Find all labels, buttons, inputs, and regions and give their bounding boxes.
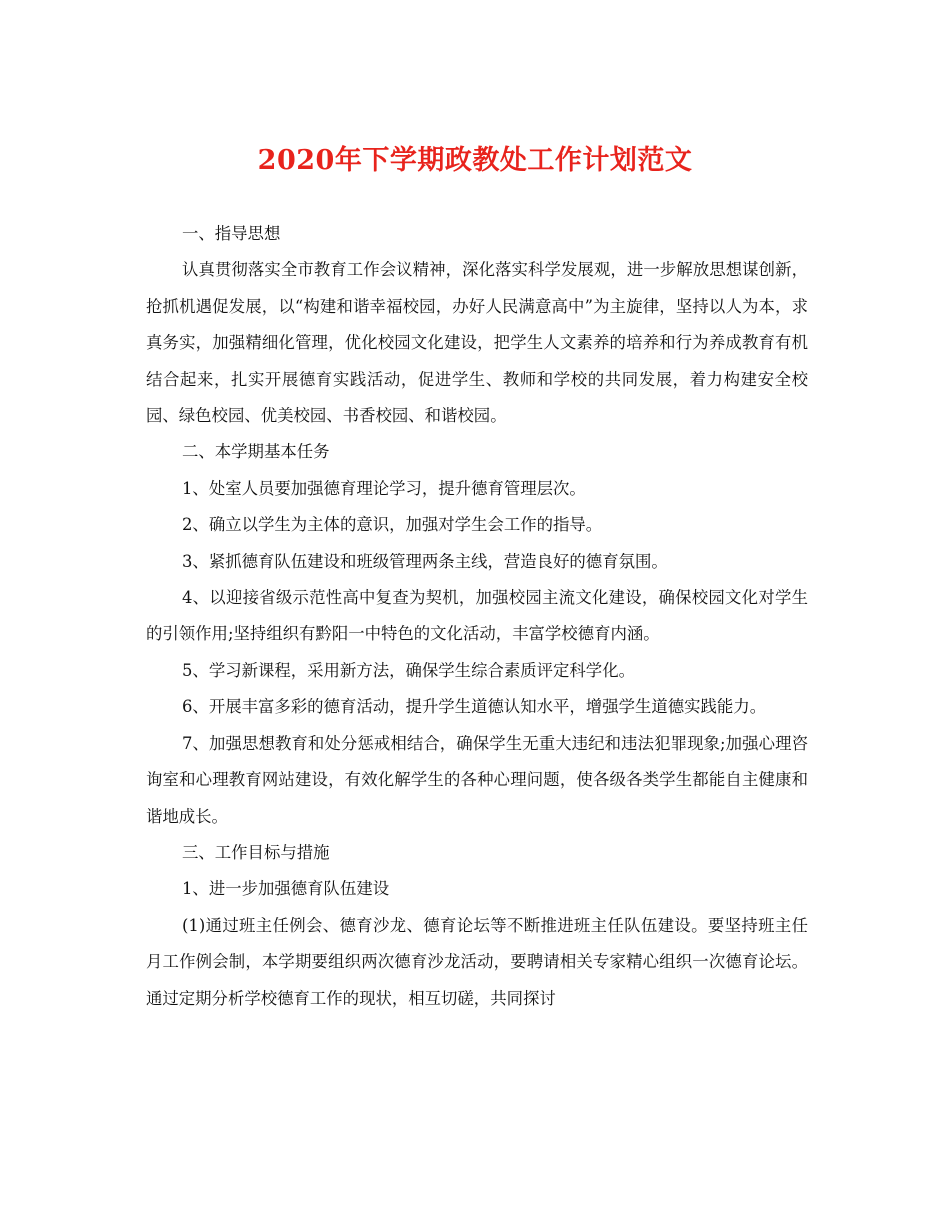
list-item: 2、确立以学生为主体的意识，加强对学生会工作的指导。 <box>182 515 603 535</box>
section-heading: 三、工作目标与措施 <box>182 842 330 862</box>
list-item: 1、处室人员要加强德育理论学习，提升德育管理层次。 <box>182 478 586 498</box>
body-paragraph: 认真贯彻落实全市教育工作会议精神，深化落实科学发展观，进一步解放思想谋创新，抢抓机遇促发展，以“构建和谐幸福校园，办好人民满意高中”为主旋律，坚持以人为本，求真务实，加强精细化管理，优化校园文化建设，把学生人文素养的培养和行为养成教育有机结合起来，扎实开展德育实践活动，促进学生、教师和学校的共同发展，着力构建安全校园、绿色校园、优美校园、书香校园、和谐校园。 <box>146 260 808 426</box>
list-item: 6、开展丰富多彩的德育活动，提升学生道德认知水平，增强学生道德实践能力。 <box>182 697 767 717</box>
list-item: 4、以迎接省级示范性高中复查为契机，加强校园主流文化建设，确保校园文化对学生的引领作用;坚持组织有黔阳一中特色的文化活动，丰富学校德育内涵。 <box>146 588 808 644</box>
list-item: 3、紧抓德育队伍建设和班级管理两条主线，营造良好的德育氛围。 <box>182 551 668 571</box>
section-heading: 一、指导思想 <box>182 224 281 243</box>
list-item: 7、加强思想教育和处分惩戒相结合，确保学生无重大违纪和违法犯罪现象;加强心理咨询室和心理教育网站建设，有效化解学生的各种心理问题，使各级各类学生都能自主健康和谐地成长。 <box>146 733 808 826</box>
subsection-heading: 1、进一步加强德育队伍建设 <box>182 879 390 899</box>
document-body <box>146 216 808 1017</box>
list-item: 5、学习新课程，采用新方法，确保学生综合素质评定科学化。 <box>182 660 635 680</box>
body-paragraph: (1)通过班主任例会、德育沙龙、德育论坛等不断推进班主任队伍建设。要坚持班主任月工作例会制，本学期要组织两次德育沙龙活动，要聘请相关专家精心组织一次德育论坛。通过定期分析学校德育工作的现状，相互切磋，共同探讨 <box>146 915 808 1008</box>
document-title: 2020年下学期政教处工作计划范文 <box>257 145 693 176</box>
section-heading: 二、本学期基本任务 <box>182 442 330 462</box>
